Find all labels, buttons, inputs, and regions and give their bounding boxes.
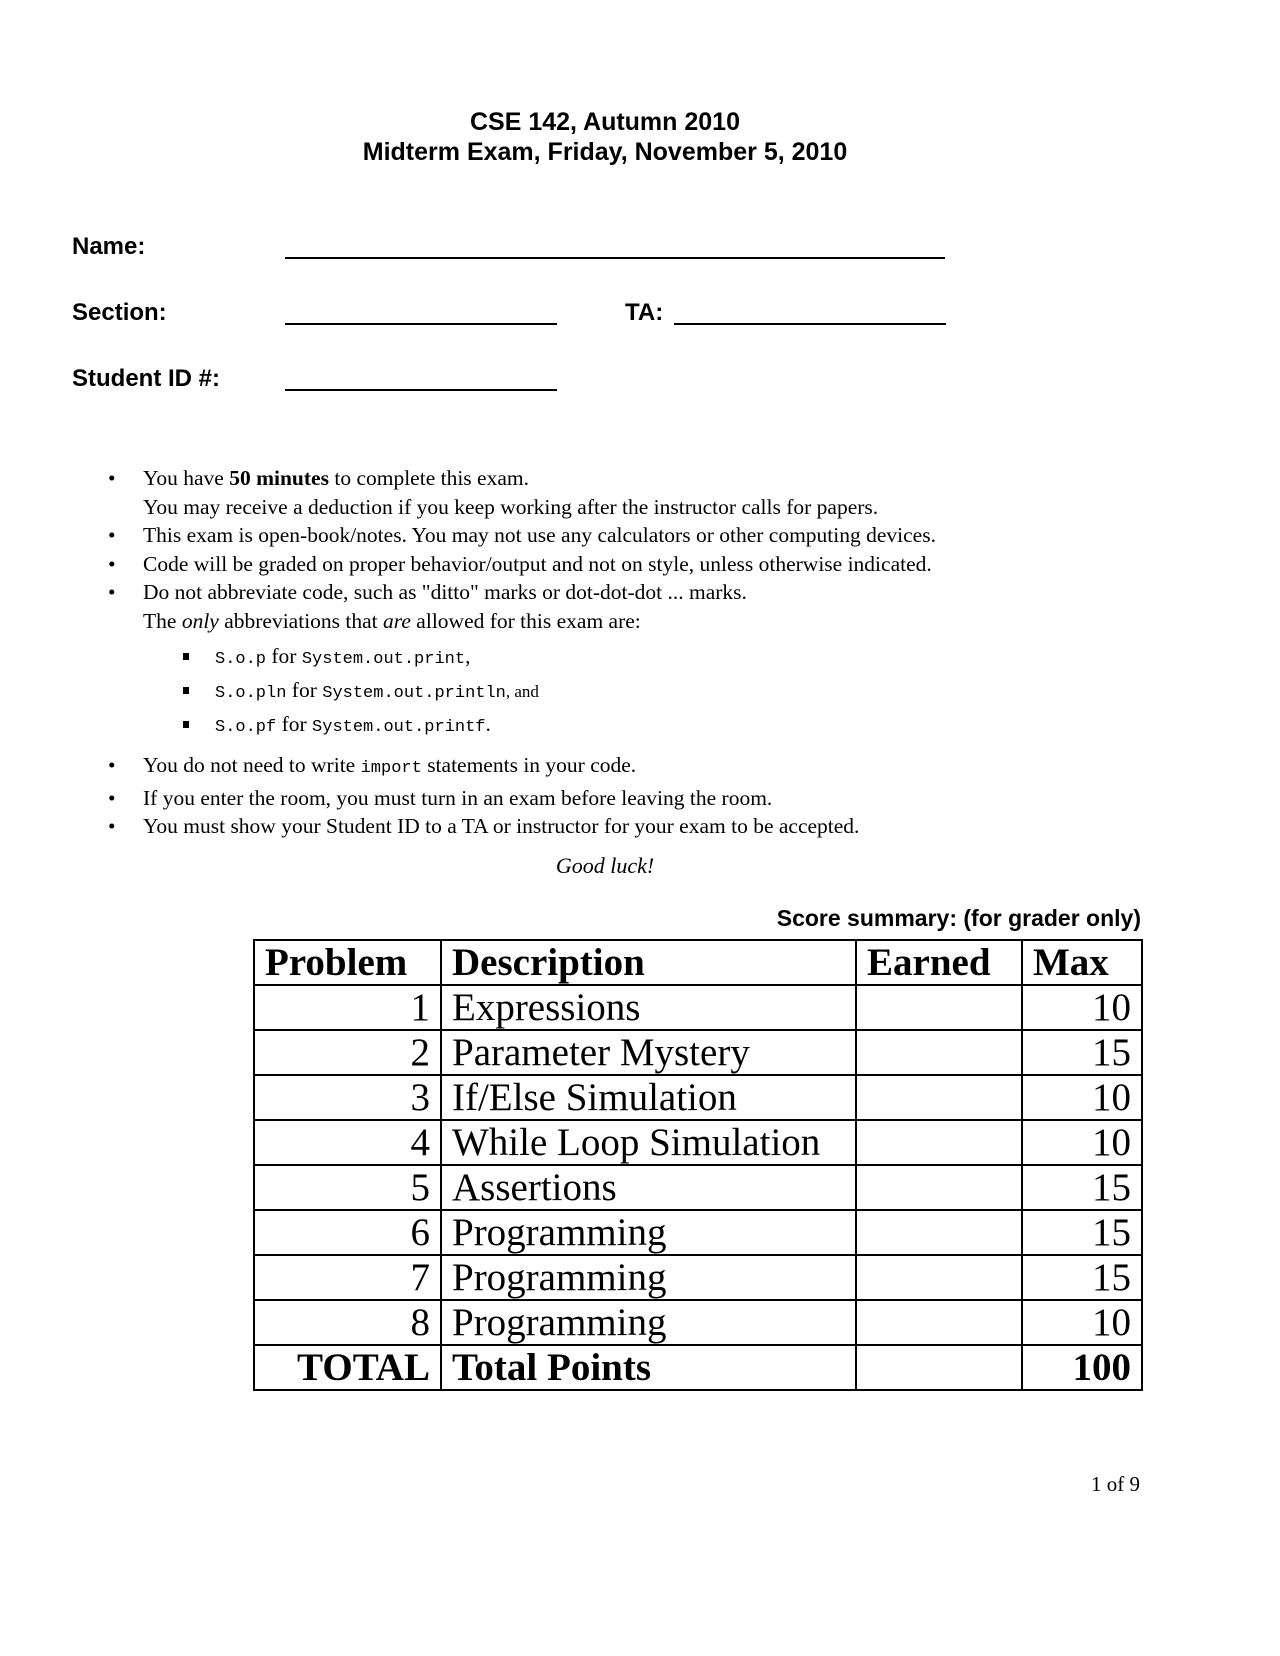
table-row: [254, 1120, 1142, 1165]
table-row: [254, 1300, 1142, 1345]
problem-description: Parameter Mystery: [441, 1030, 856, 1075]
problem-description: Programming: [441, 1300, 856, 1345]
table-row: [254, 1165, 1142, 1210]
total-max: 100: [1022, 1345, 1142, 1390]
student-id-label: Student ID #:: [72, 365, 220, 392]
table-row: [254, 1075, 1142, 1120]
max-points: 15: [1022, 1030, 1142, 1075]
earned-cell[interactable]: [856, 1075, 1022, 1120]
section-field[interactable]: [285, 323, 557, 325]
instructions-list: [108, 464, 1108, 841]
instruction-item: • This exam is open-book/notes. You may not use any calculators or other computing devices.: [108, 521, 1108, 550]
name-field[interactable]: [285, 257, 945, 259]
max-points: 15: [1022, 1165, 1142, 1210]
problem-number: 4: [254, 1120, 441, 1165]
instruction-item: • Code will be graded on proper behavior/output and not on style, unless otherwise indicated.: [108, 550, 1108, 579]
problem-number: 5: [254, 1165, 441, 1210]
problem-number: 7: [254, 1255, 441, 1300]
section-label: Section:: [72, 299, 167, 326]
total-label: TOTAL: [254, 1345, 441, 1390]
problem-description: Expressions: [441, 985, 856, 1030]
problem-description: Programming: [441, 1210, 856, 1255]
name-label: Name:: [72, 233, 146, 260]
problem-description: If/Else Simulation: [441, 1075, 856, 1120]
earned-cell[interactable]: [856, 1030, 1022, 1075]
abbreviation-item: S.o.pln for System.out.println, and: [143, 675, 1108, 709]
max-points: 10: [1022, 1075, 1142, 1120]
table-row: [254, 1030, 1142, 1075]
earned-cell[interactable]: [856, 1120, 1022, 1165]
exam-title: Midterm Exam, Friday, November 5, 2010: [362, 138, 848, 166]
earned-cell[interactable]: [856, 1165, 1022, 1210]
table-row: [254, 985, 1142, 1030]
problem-description: Programming: [441, 1255, 856, 1300]
header-description: Description: [441, 940, 856, 985]
score-caption: Score summary: (for grader only): [776, 905, 1141, 931]
abbreviation-item: S.o.pf for System.out.printf.: [143, 709, 1108, 743]
instruction-item: • You must show your Student ID to a TA or instructor for your exam to be accepted.: [108, 812, 1108, 841]
table-row: [254, 1255, 1142, 1300]
ta-label: TA:: [625, 299, 664, 326]
header-max: Max: [1022, 940, 1142, 985]
total-row: [254, 1345, 1142, 1390]
good-luck: Good luck!: [555, 853, 655, 878]
instruction-item: • You have 50 minutes to complete this exam. You may receive a deduction if you keep working after the instructor calls for papers.: [108, 464, 1108, 521]
student-id-field[interactable]: [285, 389, 557, 391]
abbreviation-item: S.o.p for System.out.print,: [143, 641, 1108, 675]
score-table: [253, 939, 1143, 1391]
total-description: Total Points: [441, 1345, 856, 1390]
instruction-item: • If you enter the room, you must turn in an exam before leaving the room.: [108, 784, 1108, 813]
course-title: CSE 142, Autumn 2010: [469, 108, 740, 136]
max-points: 10: [1022, 1120, 1142, 1165]
table-header-row: [254, 940, 1142, 985]
max-points: 15: [1022, 1210, 1142, 1255]
instruction-item: • You do not need to write import statements in your code.: [108, 751, 1108, 784]
max-points: 10: [1022, 1300, 1142, 1345]
header-problem: Problem: [254, 940, 441, 985]
page-number: 1 of 9: [1091, 1472, 1140, 1496]
problem-number: 8: [254, 1300, 441, 1345]
earned-cell[interactable]: [856, 1255, 1022, 1300]
max-points: 15: [1022, 1255, 1142, 1300]
max-points: 10: [1022, 985, 1142, 1030]
ta-field[interactable]: [674, 323, 946, 325]
earned-cell[interactable]: [856, 1210, 1022, 1255]
instruction-item: • Do not abbreviate code, such as "ditto" marks or dot-dot-dot ... marks. The only abbreviations that are allowed for this exam are: S.o.p for System.out.print, S.o.pln for System.out.println, and S.o.pf for System.out.printf.: [108, 578, 1108, 743]
header-earned: Earned: [856, 940, 1022, 985]
problem-description: While Loop Simulation: [441, 1120, 856, 1165]
problem-description: Assertions: [441, 1165, 856, 1210]
total-earned-cell[interactable]: [856, 1345, 1022, 1390]
problem-number: 1: [254, 985, 441, 1030]
abbreviation-list: [143, 641, 1108, 743]
earned-cell[interactable]: [856, 1300, 1022, 1345]
earned-cell[interactable]: [856, 985, 1022, 1030]
table-row: [254, 1210, 1142, 1255]
problem-number: 2: [254, 1030, 441, 1075]
problem-number: 3: [254, 1075, 441, 1120]
problem-number: 6: [254, 1210, 441, 1255]
